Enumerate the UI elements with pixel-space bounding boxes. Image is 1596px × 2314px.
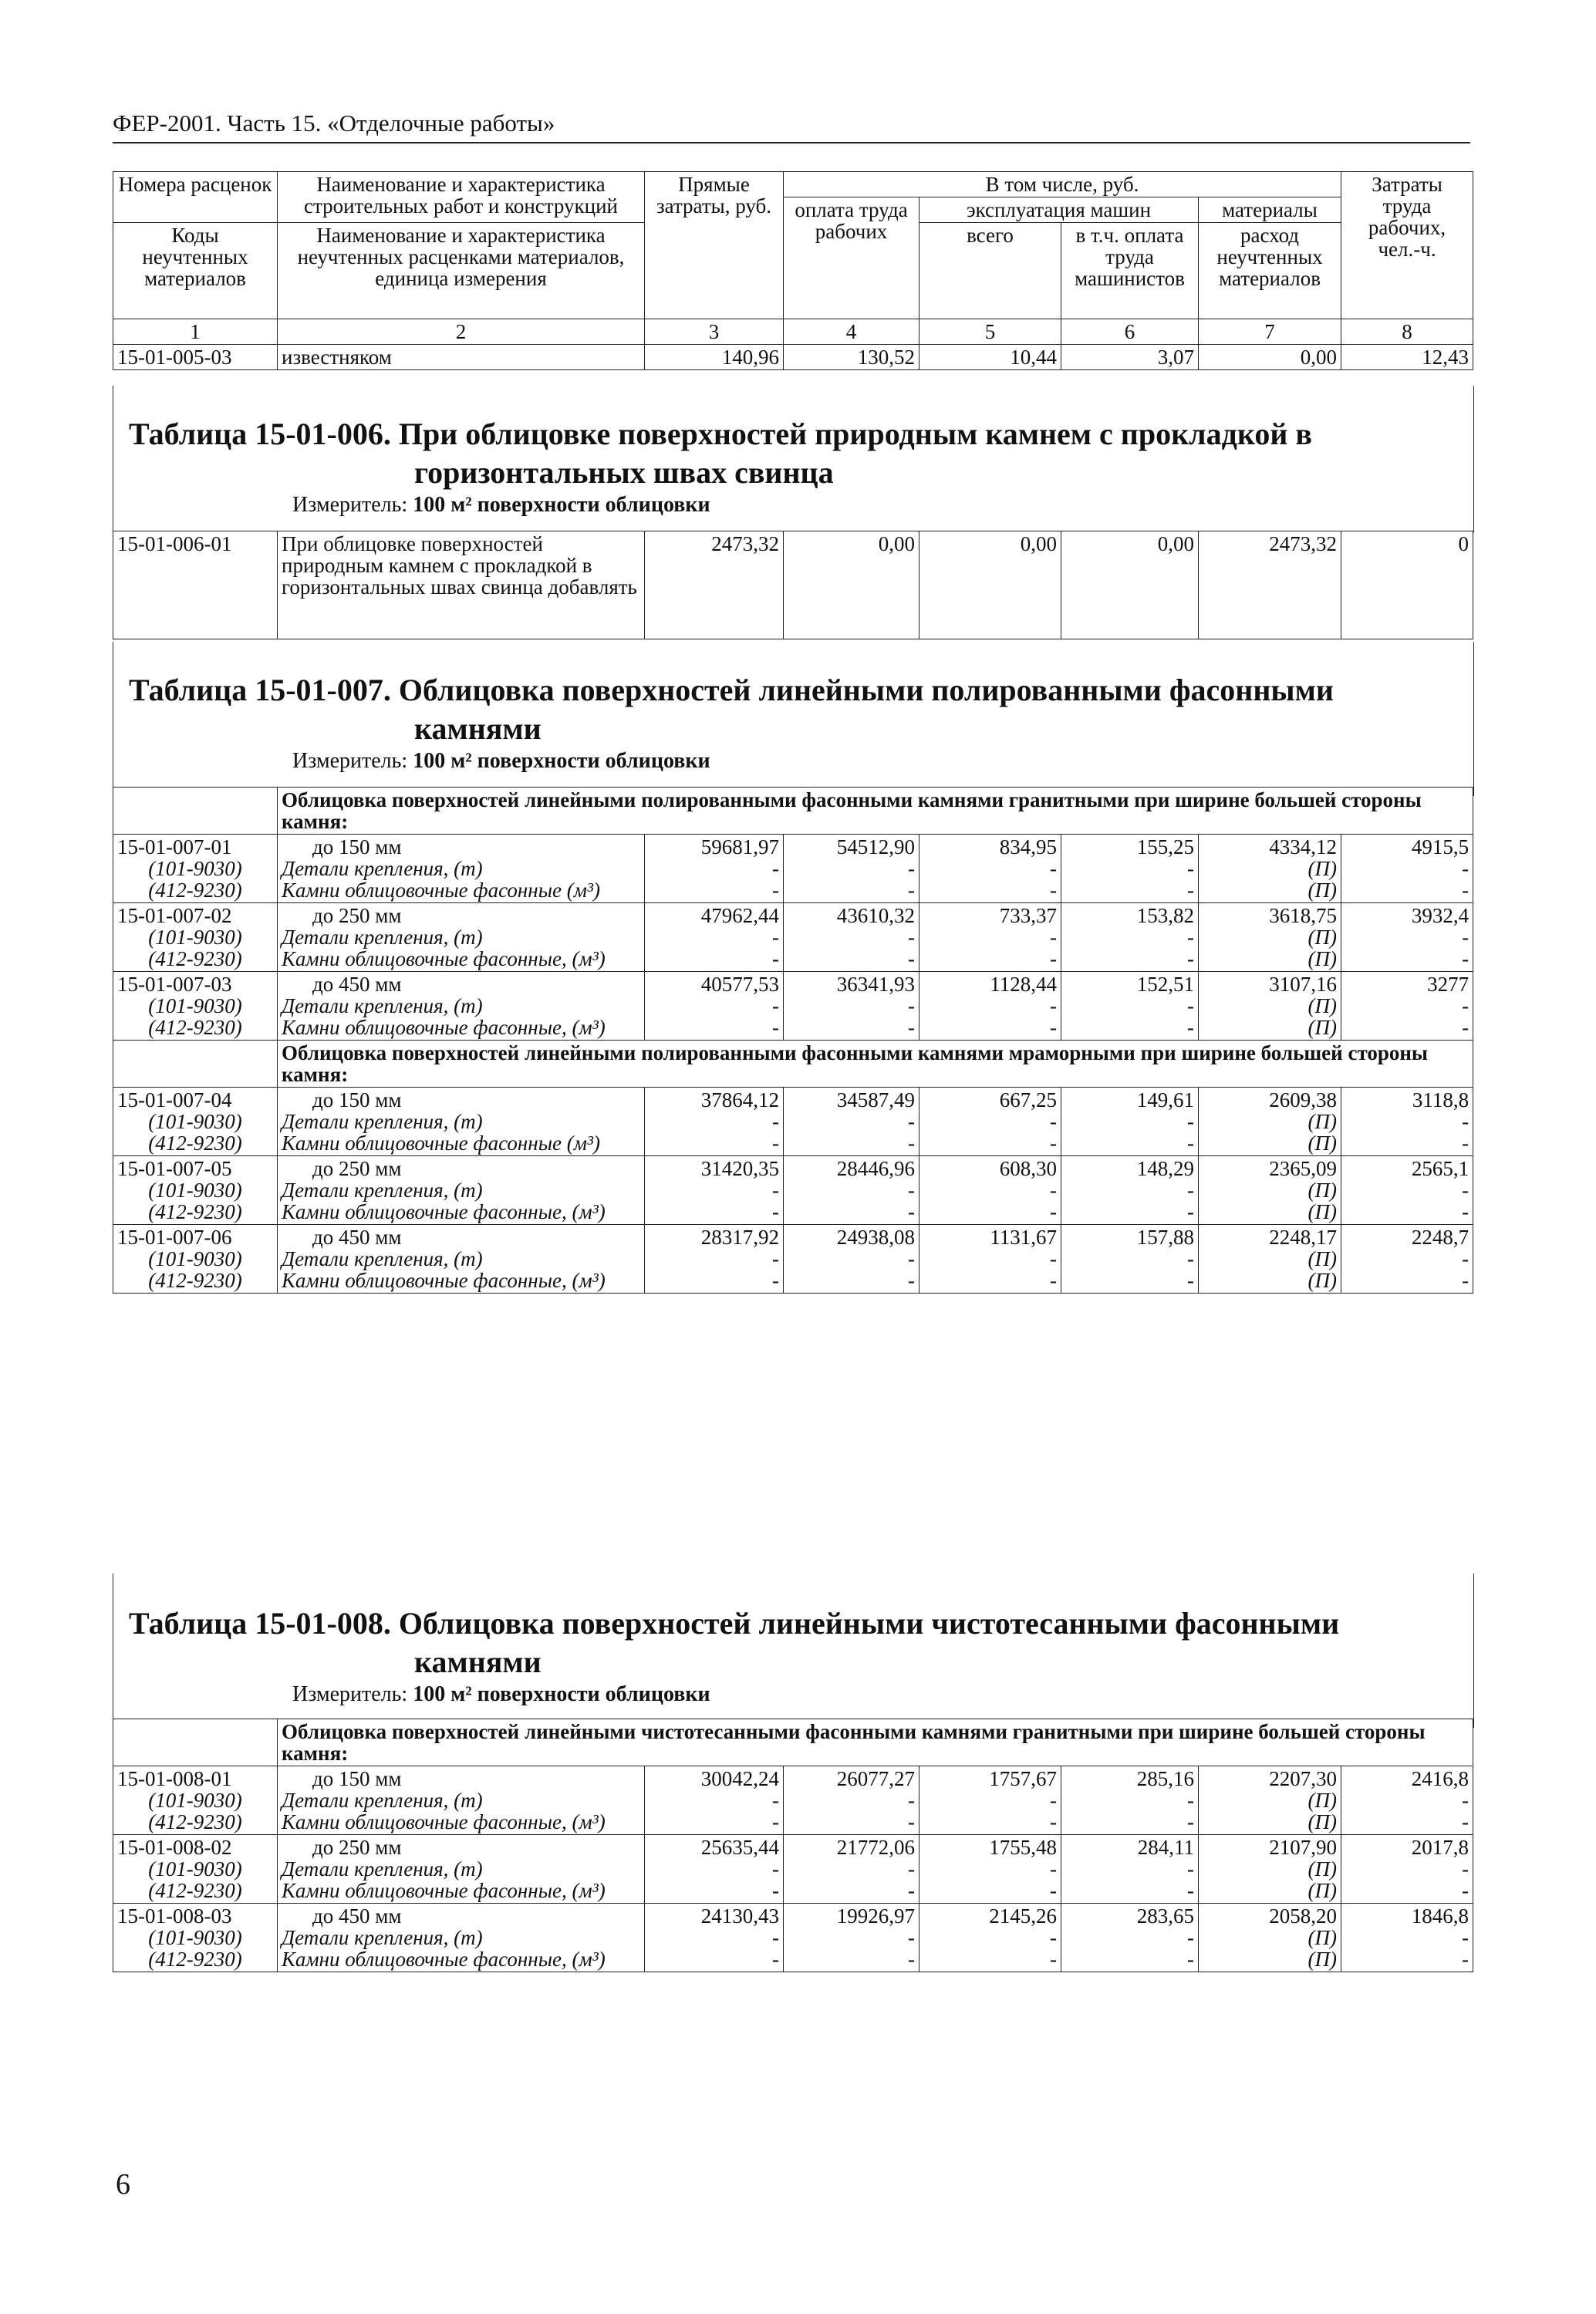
- name-cell: до 250 мм Детали крепления, (т) Камни облицовочные фасонные, (м³): [278, 1156, 645, 1225]
- col-num: 2: [278, 319, 645, 345]
- value-cell: 157,88 - -: [1061, 1225, 1199, 1294]
- value-cell: 1131,67 - -: [919, 1225, 1061, 1294]
- rate-cell: [113, 1225, 278, 1294]
- value-cell: 153,82 - -: [1061, 903, 1199, 972]
- value-cell: 2207,30 (П) (П): [1199, 1766, 1341, 1835]
- value-cell: 284,11 - -: [1061, 1835, 1199, 1904]
- col-num: 4: [784, 319, 919, 345]
- value-cell: 30042,24 - -: [645, 1766, 784, 1835]
- value-cell: 3118,8 - -: [1341, 1088, 1473, 1156]
- rate-cell: [113, 1088, 278, 1156]
- rate-code: 15-01-007-05: [117, 1157, 232, 1180]
- material-code: (412-9230): [148, 1016, 242, 1039]
- table-008-heading: [113, 1574, 1474, 1728]
- col-num: 7: [1199, 319, 1341, 345]
- value-cell: 155,25 - -: [1061, 835, 1199, 903]
- value-cell: 28446,96 - -: [784, 1156, 919, 1225]
- rate-cell: [113, 1904, 278, 1972]
- material-code: (412-9230): [148, 1879, 242, 1902]
- rate-code: 15-01-008-03: [117, 1904, 232, 1928]
- value-cell: 24130,43 - -: [645, 1904, 784, 1972]
- work-name-header: Наименование и характеристика строительных работ и конструкций: [278, 172, 645, 223]
- rate-cell: [113, 903, 278, 972]
- direct-costs-header: Прямые затраты, руб.: [645, 172, 784, 319]
- table-007: [113, 787, 1473, 1294]
- value-cell: 2416,8 - -: [1341, 1766, 1473, 1835]
- value-cell: 2365,09 (П) (П): [1199, 1156, 1341, 1225]
- group-row: [113, 1041, 1473, 1088]
- rate-cell: [113, 972, 278, 1041]
- machines-header: эксплуатация машин: [919, 197, 1199, 223]
- value-cell: 2609,38 (П) (П): [1199, 1088, 1341, 1156]
- value-cell: 733,37 - -: [919, 903, 1061, 972]
- material-code: (101-9030): [148, 1247, 242, 1270]
- material-code: (101-9030): [148, 1857, 242, 1881]
- rate-code: 15-01-008-02: [117, 1836, 232, 1859]
- value-cell: 4334,12 (П) (П): [1199, 835, 1341, 903]
- table-row: [113, 1766, 1473, 1835]
- value-cell: 34587,49 - -: [784, 1088, 919, 1156]
- group-title: Облицовка поверхностей линейными чистотесанными фасонными камнями гранитными при ширине большей стороны камня:: [278, 1719, 1473, 1766]
- page-header: ФЕР-2001. Часть 15. «Отделочные работы»: [113, 110, 1470, 143]
- value-cell: 148,29 - -: [1061, 1156, 1199, 1225]
- table-row: [113, 972, 1473, 1041]
- name-cell: до 450 мм Детали крепления, (т) Камни облицовочные фасонные, (м³): [278, 1904, 645, 1972]
- table-title: Таблица 15-01-008. Облицовка поверхностей линейными чистотесанными фасонными камнями: [129, 1606, 1340, 1679]
- rate-cell: [113, 1835, 278, 1904]
- material-names-header: Наименование и характеристика неучтенных расценками материалов, единица измерения: [278, 223, 645, 319]
- rate-code: 15-01-007-03: [117, 973, 232, 996]
- col-num: 8: [1341, 319, 1473, 345]
- table-007-heading: [113, 642, 1474, 796]
- rate-code: 15-01-008-01: [117, 1767, 232, 1790]
- rate-code: 15-01-007-06: [117, 1226, 232, 1249]
- labor-pay-header: оплата труда рабочих: [784, 197, 919, 319]
- materials-header: материалы: [1199, 197, 1341, 223]
- name-cell: до 150 мм Детали крепления, (т) Камни облицовочные фасонные, (м³): [278, 1766, 645, 1835]
- name-cell: до 150 мм Детали крепления, (т) Камни облицовочные фасонные (м³): [278, 1088, 645, 1156]
- table-row: [113, 903, 1473, 972]
- value-cell: 1128,44 - -: [919, 972, 1061, 1041]
- table-row: 15-01-006-01 При облицовке поверхностей природным камнем с прокладкой в горизонтальных швах свинца добавлять 2473,32 0,00 0,00 0,00 2473,32 0: [113, 531, 1473, 639]
- value-cell: 283,65 - -: [1061, 1904, 1199, 1972]
- value-cell: 31420,35 - -: [645, 1156, 784, 1225]
- value-cell: 1757,67 - -: [919, 1766, 1061, 1835]
- value-cell: 37864,12 - -: [645, 1088, 784, 1156]
- material-code: (101-9030): [148, 926, 242, 949]
- table-row: [113, 1225, 1473, 1294]
- table-008: [113, 1719, 1473, 1972]
- value-cell: 2248,7 - -: [1341, 1225, 1473, 1294]
- material-code: (101-9030): [148, 1926, 242, 1949]
- value-cell: 2017,8 - -: [1341, 1835, 1473, 1904]
- material-code: (412-9230): [148, 1132, 242, 1155]
- material-code: (101-9030): [148, 1110, 242, 1133]
- table-006: [113, 531, 1473, 639]
- rate-code: 15-01-007-04: [117, 1088, 232, 1111]
- group-row: [113, 788, 1473, 835]
- material-code: (412-9230): [148, 1200, 242, 1223]
- table-row: [113, 1088, 1473, 1156]
- name-cell: до 150 мм Детали крепления, (т) Камни облицовочные фасонные (м³): [278, 835, 645, 903]
- value-cell: 54512,90 - -: [784, 835, 919, 903]
- measure-unit: Измеритель: 100 м² поверхности облицовки: [292, 1682, 710, 1706]
- value-cell: 4915,5 - -: [1341, 835, 1473, 903]
- value-cell: 3107,16 (П) (П): [1199, 972, 1341, 1041]
- value-cell: 24938,08 - -: [784, 1225, 919, 1294]
- material-code: (412-9230): [148, 1269, 242, 1292]
- rate-number-header: Номера расценок: [113, 172, 278, 223]
- machines-pay-header: в т.ч. оплата труда машинистов: [1061, 223, 1199, 319]
- material-code: (412-9230): [148, 879, 242, 902]
- col-num: 1: [113, 319, 278, 345]
- value-cell: 149,61 - -: [1061, 1088, 1199, 1156]
- table-row: [113, 1835, 1473, 1904]
- value-cell: 2145,26 - -: [919, 1904, 1061, 1972]
- table-006-heading: [113, 386, 1474, 532]
- value-cell: 19926,97 - -: [784, 1904, 919, 1972]
- name-cell: до 250 мм Детали крепления, (т) Камни облицовочные фасонные, (м³): [278, 1835, 645, 1904]
- rate-cell: [113, 835, 278, 903]
- rate-cell: [113, 1156, 278, 1225]
- material-code: (412-9230): [148, 1810, 242, 1833]
- value-cell: 40577,53 - -: [645, 972, 784, 1041]
- value-cell: 152,51 - -: [1061, 972, 1199, 1041]
- material-code: (412-9230): [148, 1948, 242, 1971]
- value-cell: 2565,1 - -: [1341, 1156, 1473, 1225]
- material-code: (101-9030): [148, 1789, 242, 1812]
- value-cell: 608,30 - -: [919, 1156, 1061, 1225]
- including-header: В том числе, руб.: [784, 172, 1341, 197]
- col-num: 6: [1061, 319, 1199, 345]
- measure-unit: Измеритель: 100 м² поверхности облицовки: [292, 493, 710, 517]
- value-cell: 26077,27 - -: [784, 1766, 919, 1835]
- value-cell: 2058,20 (П) (П): [1199, 1904, 1341, 1972]
- machines-total-header: всего: [919, 223, 1061, 319]
- table-row: [113, 1156, 1473, 1225]
- col-num: 3: [645, 319, 784, 345]
- material-code: (101-9030): [148, 994, 242, 1017]
- value-cell: 43610,32 - -: [784, 903, 919, 972]
- value-cell: 1755,48 - -: [919, 1835, 1061, 1904]
- value-cell: 36341,93 - -: [784, 972, 919, 1041]
- materials-use-header: расход неучтенных материалов: [1199, 223, 1341, 319]
- column-header-table: [113, 171, 1473, 370]
- col-num: 5: [919, 319, 1061, 345]
- value-cell: 2248,17 (П) (П): [1199, 1225, 1341, 1294]
- value-cell: 21772,06 - -: [784, 1835, 919, 1904]
- value-cell: 2107,90 (П) (П): [1199, 1835, 1341, 1904]
- value-cell: 834,95 - -: [919, 835, 1061, 903]
- value-cell: 1846,8 - -: [1341, 1904, 1473, 1972]
- table-title: Таблица 15-01-007. Облицовка поверхностей линейными полированными фасонными камнями: [129, 673, 1334, 746]
- rate-code: 15-01-007-02: [117, 904, 232, 927]
- rate-code: 15-01-007-01: [117, 835, 232, 858]
- rate-cell: [113, 1766, 278, 1835]
- value-cell: 285,16 - -: [1061, 1766, 1199, 1835]
- name-cell: до 250 мм Детали крепления, (т) Камни облицовочные фасонные, (м³): [278, 903, 645, 972]
- material-codes-header: Коды неучтенных материалов: [113, 223, 278, 319]
- value-cell: 3277 - -: [1341, 972, 1473, 1041]
- value-cell: 59681,97 - -: [645, 835, 784, 903]
- value-cell: 3618,75 (П) (П): [1199, 903, 1341, 972]
- material-code: (101-9030): [148, 857, 242, 880]
- table-row: [113, 835, 1473, 903]
- name-cell: до 450 мм Детали крепления, (т) Камни облицовочные фасонные, (м³): [278, 972, 645, 1041]
- value-cell: 25635,44 - -: [645, 1835, 784, 1904]
- table-title: Таблица 15-01-006. При облицовке поверхностей природным камнем с прокладкой в горизонтальных швах свинца: [129, 417, 1312, 490]
- measure-unit: Измеритель: 100 м² поверхности облицовки: [292, 749, 710, 773]
- group-title: Облицовка поверхностей линейными полированными фасонными камнями мраморными при ширине большей стороны камня:: [278, 1041, 1473, 1088]
- name-cell: до 450 мм Детали крепления, (т) Камни облицовочные фасонные, (м³): [278, 1225, 645, 1294]
- table-row: 15-01-005-03 известняком 140,96 130,52 10,44 3,07 0,00 12,43: [113, 345, 1473, 370]
- labor-header: Затраты труда рабочих, чел.-ч.: [1341, 172, 1473, 319]
- group-title: Облицовка поверхностей линейными полированными фасонными камнями гранитными при ширине большей стороны камня:: [278, 788, 1473, 835]
- value-cell: 47962,44 - -: [645, 903, 784, 972]
- table-row: [113, 1904, 1473, 1972]
- value-cell: 667,25 - -: [919, 1088, 1061, 1156]
- page-number: 6: [116, 2168, 130, 2201]
- material-code: (101-9030): [148, 1179, 242, 1202]
- value-cell: 28317,92 - -: [645, 1225, 784, 1294]
- material-code: (412-9230): [148, 947, 242, 970]
- group-row: [113, 1719, 1473, 1766]
- value-cell: 3932,4 - -: [1341, 903, 1473, 972]
